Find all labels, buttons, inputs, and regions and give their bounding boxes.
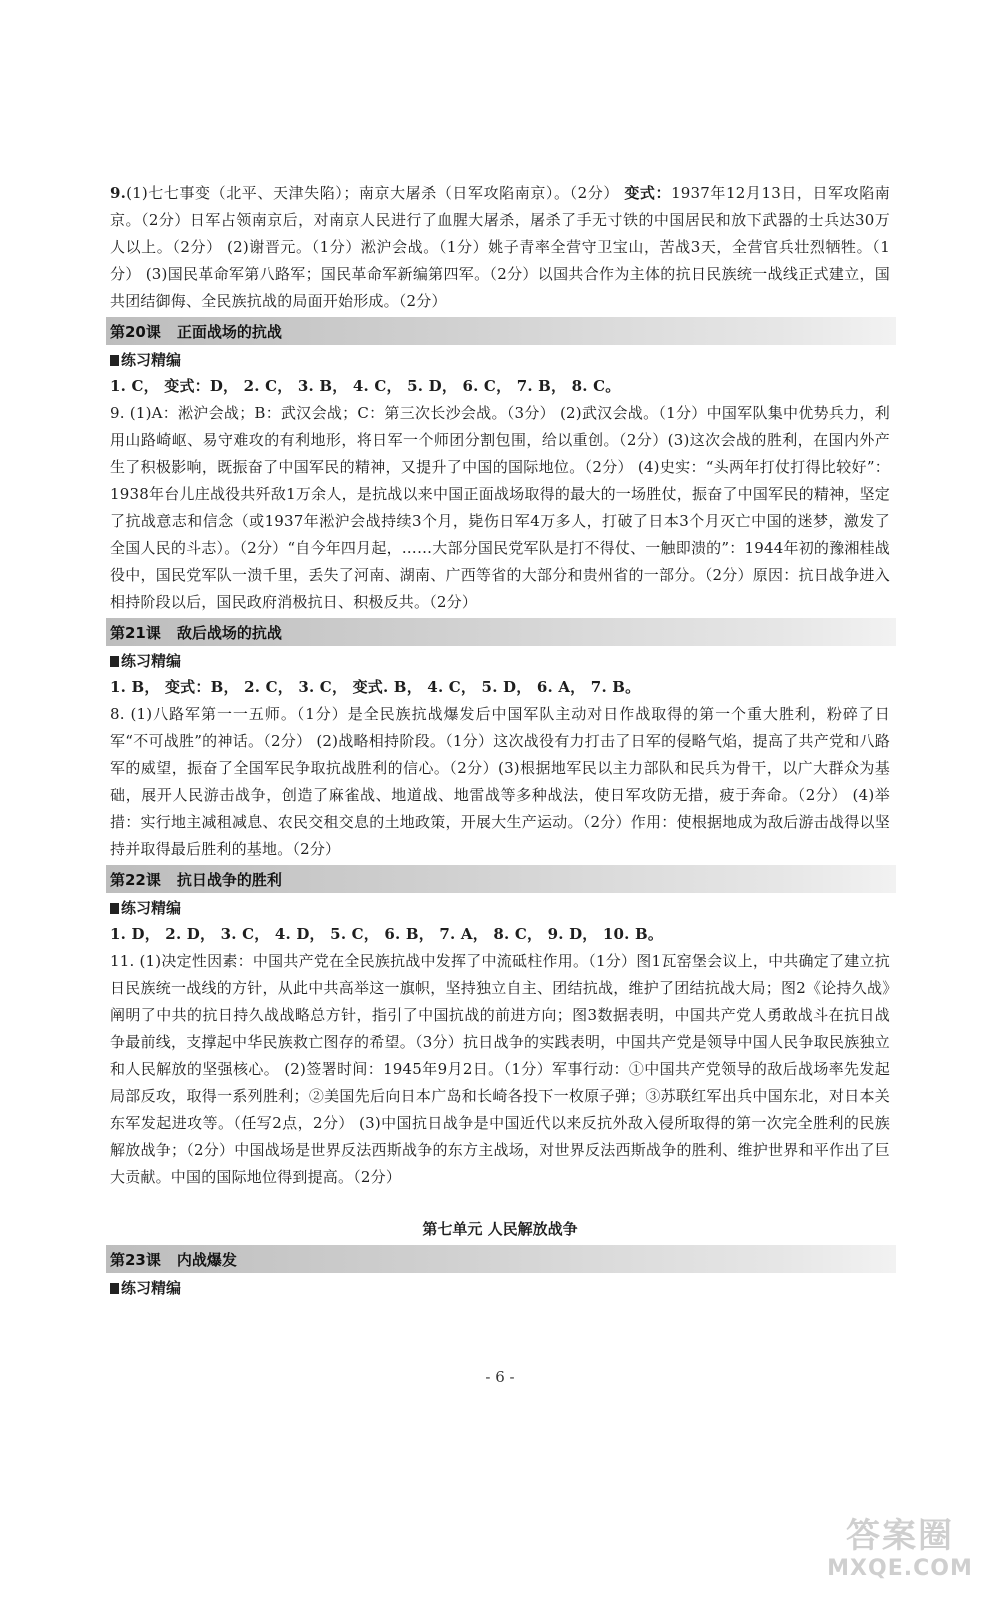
watermark-url: MXQE.COM [827,1556,973,1581]
lesson-20-header: 第20课 正面战场的抗战 [106,317,896,345]
watermark-text: 答案圈 [846,1516,954,1556]
question-9-answer: 9.(1)七七事变（北平、天津失陷）；南京大屠杀（日军攻陷南京）。（2分） 变式：1937年12月13日，日军攻陷南京。（2分）日军占领南京后，对南京人民进行了血腥大屠杀，屠杀了手无寸铁的中国居民和放下武器的士兵达30万人以上。（2分） (2)谢晋元。（1分）淞沪会战。（1分）姚子青率全营守卫宝山，苦战3天，全营官兵壮烈牺牲。（1分） (3)国民革命军第八路军；国民革命军新编第四军。（2分）以国共合作为主体的抗日民族统一战线正式建立，国共团结御侮、全民族抗战的局面开始形成。（2分） [110,184,891,310]
section-title: 练习精编 [110,648,890,674]
unit-7-title: 第七单元 人民解放战争 [422,1220,578,1238]
watermark-logo [810,1516,990,1586]
choice-answers: 1. D， 2. D， 3. C， 4. D， 5. C， 6. B， 7. A， 8. C， 9. D， 10. B。 [110,925,664,943]
question-8-answer: 8. (1)八路军第一一五师。（1分）是全民族抗战爆发后中国军队主动对日作战取得的第一个重大胜利，粉碎了日军“不可战胜”的神话。（2分） (2)战略相持阶段。（1分）这次战役有力打击了日军的侵略气焰，提高了共产党和八路军的威望，振奋了全国军民争取抗战胜利的信心。（2分）(3)根据地军民以主力部队和民兵为骨干，以广大群众为基础，展开人民游击战争，创造了麻雀战、地道战、地雷战等多种战法，使日军攻防无措，疲于奔命。（2分） (4)举措：实行地主减租减息、农民交租交息的土地政策，开展大生产运动。（2分）作用：使根据地成为敌后游击战得以坚持并取得最后胜利的基地。（2分） [110,705,890,858]
question-11-answer: 11. (1)决定性因素：中国共产党在全民族抗战中发挥了中流砥柱作用。（1分）图1瓦窑堡会议上，中共确定了建立抗日民族统一战线的方针，从此中共高举这一旗帜，坚持独立自主、团结抗战，维护了团结抗战大局；图2《论持久战》阐明了中共的抗日持久战战略总方针，指引了中国抗战的前进方向；图3数据表明，中国共产党人勇敢战斗在抗日战争最前线，支撑起中华民族救亡图存的希望。（3分）抗日战争的实践表明，中国共产党是领导中国人民争取民族独立和人民解放的坚强核心。 (2)签署时间：1945年9月2日。（1分）军事行动：①中国共产党领导的敌后战场率先发起局部反攻，取得一系列胜利；②美国先后向日本广岛和长崎各投下一枚原子弹；③苏联红军出兵中国东北，对日本关东军发起进攻等。（任写2点，2分） (3)中国抗日战争是中国近代以来反抗外敌入侵所取得的第一次完全胜利的民族解放战争；（2分）中国战场是世界反法西斯战争的东方主战场，对世界反法西斯战争的胜利、维护世界和平作出了巨大贡献。中国的国际地位得到提高。（2分） [110,952,890,1186]
section-title: 练习精编 [110,1275,890,1301]
question-number: 9. [110,184,127,202]
answer-content [110,180,890,1301]
lesson-23-header: 第23课 内战爆发 [106,1245,896,1273]
lesson-21-header: 第21课 敌后战场的抗战 [106,618,896,646]
page-number: - 6 - [485,1368,515,1386]
section-title: 练习精编 [110,347,890,373]
variant-label: 变式： [624,184,672,202]
choice-answers: 1. C， 变式：D， 2. C， 3. B， 4. C， 5. D， 6. C， 7. B， 8. C。 [110,377,621,395]
section-title: 练习精编 [110,895,890,921]
choice-answers: 1. B， 变式：B， 2. C， 3. C， 变式. B， 4. C， 5. D， 6. A， 7. B。 [110,678,641,696]
lesson-22-header: 第22课 抗日战争的胜利 [106,865,896,893]
question-9-answer: 9. (1)A：淞沪会战；B：武汉会战；C：第三次长沙会战。（3分） (2)武汉会战。（1分）中国军队集中优势兵力，利用山路崎岖、易守难攻的有利地形，将日军一个师团分割包围，给以重创。（2分）(3)这次会战的胜利，在国内外产生了积极影响，既振奋了中国军民的精神，又提升了中国的国际地位。（2分） (4)史实：“头两年打仗打得比较好”：1938年台儿庄战役共歼敌1万余人，是抗战以来中国正面战场取得的最大的一场胜仗，振奋了中国军民的精神，坚定了抗战意志和信念（或1937年淞沪会战持续3个月，毙伤日军4万多人，打破了日本3个月灭亡中国的迷梦，激发了全国人民的斗志）。（2分）“自今年四月起，……大部分国民党军队是打不得仗、一触即溃的”：1944年初的豫湘桂战役中，国民党军队一溃千里，丢失了河南、湖南、广西等省的大部分和贵州省的一部分。（2分）原因：抗日战争进入相持阶段以后，国民政府消极抗日、积极反共。（2分） [110,404,890,611]
